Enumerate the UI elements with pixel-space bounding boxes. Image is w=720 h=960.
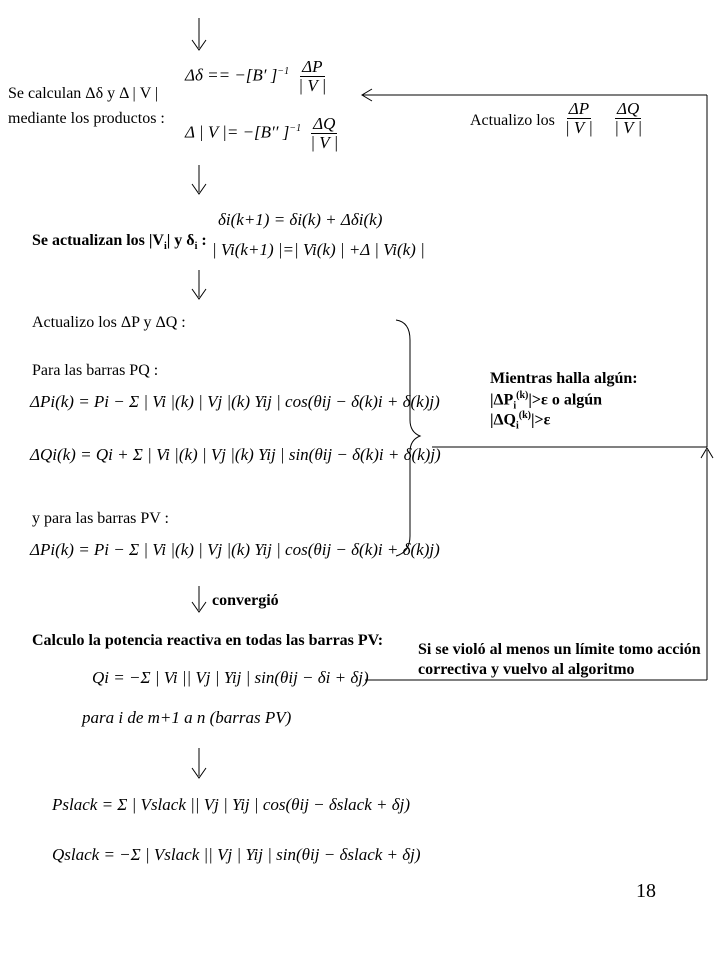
convergio-label: convergió [212, 592, 279, 609]
block1-eq2-lhs: Δ | V |= −[B′′ ] [185, 122, 290, 142]
block4-title: Calculo la potencia reactiva en todas las barras PV: [32, 632, 384, 649]
condition-line3-sub: i [516, 420, 519, 432]
block1-eq1-exp: −1 [277, 65, 290, 77]
condition-line2-sup: (k) [516, 390, 529, 401]
violation-line1: Si se violó al menos un límite tomo acción [418, 641, 701, 658]
block1-eq2-exp: −1 [289, 122, 302, 134]
block5-eq-p: Pslack = Σ | Vslack || Vj | Yij | cos(θij − δslack + δj) [52, 795, 410, 814]
condition-line3-end: |>ε [531, 411, 551, 429]
block1-eq2-num: ΔQ [313, 114, 336, 133]
block2-eq2: | Vi(k+1) |=| Vi(k) | +Δ | Vi(k) | [212, 240, 425, 259]
block2-label-start: Se actualizan los |V [32, 232, 164, 249]
condition-line2-end: |>ε o algún [528, 391, 603, 409]
condition-line2-start: |ΔP [490, 391, 514, 409]
right-box-frac1-num: ΔP [568, 99, 590, 118]
block1-eq1 [185, 58, 331, 95]
right-box-frac1-den: | V | [565, 118, 593, 137]
right-box-fractions [560, 100, 647, 137]
block1-eq1-num: ΔP [302, 57, 323, 76]
block4-range: para i de m+1 a n (barras PV) [82, 708, 292, 727]
block1-eq1-den: | V | [298, 76, 327, 95]
violation-line2: correctiva y vuelvo al algoritmo [418, 661, 635, 678]
block2-label-sub2: i [194, 241, 198, 253]
block1-eq2 [185, 115, 343, 152]
block3-pv-label: y para las barras PV : [32, 510, 169, 527]
block3-pq-label: Para las barras PQ : [32, 362, 159, 379]
condition-line3-sup: (k) [518, 410, 532, 421]
right-box-label: Actualizo los [470, 112, 555, 129]
block3-eq-q: ΔQi(k) = Qi + Σ | Vi |(k) | Vj |(k) Yij | sin(θij − δ(k)i + δ(k)j) [30, 445, 441, 464]
block1-eq2-frac [308, 115, 340, 152]
block4-eq: Qi = −Σ | Vi || Vj | Yij | sin(θij − δi + δj) [92, 668, 369, 687]
condition-line1: Mientras halla algún: [490, 370, 638, 387]
right-box-frac2-num: ΔQ [617, 99, 640, 118]
brace [396, 320, 420, 556]
block1-label-line2: mediante los productos : [8, 110, 165, 127]
block5-eq-q: Qslack = −Σ | Vslack || Vj | Yij | sin(θij − δslack + δj) [52, 845, 421, 864]
block1-eq1-lhs: Δδ == −[B′ ] [185, 65, 278, 85]
block3-title: Actualizo los ΔP y ΔQ : [32, 314, 186, 331]
right-box-frac2 [612, 100, 644, 137]
block2-eq1: δi(k+1) = δi(k) + Δδi(k) [218, 210, 383, 229]
block2-label-mid: | y δ [166, 232, 195, 249]
block3-eq-p: ΔPi(k) = Pi − Σ | Vi |(k) | Vj |(k) Yij | cos(θij − δ(k)i + δ(k)j) [30, 392, 440, 411]
condition-line2-sub: i [513, 400, 517, 412]
block3-eq-pv: ΔPi(k) = Pi − Σ | Vi |(k) | Vj |(k) Yij | cos(θij − δ(k)i + δ(k)j) [30, 540, 440, 559]
block2-label [32, 232, 207, 252]
block1-eq2-den: | V | [310, 133, 339, 152]
block1-label-line1: Se calculan Δδ y Δ | V | [8, 85, 159, 102]
page-number: 18 [636, 880, 656, 902]
condition-line3 [490, 410, 551, 432]
condition-line2 [490, 390, 602, 412]
block2-label-end: : [197, 232, 207, 249]
condition-line3-start: |ΔQ [490, 411, 516, 429]
block1-eq1-frac [296, 58, 328, 95]
right-box-frac1 [563, 100, 595, 137]
block2-label-sub: i [163, 241, 167, 253]
right-box-frac2-den: | V | [614, 118, 643, 137]
